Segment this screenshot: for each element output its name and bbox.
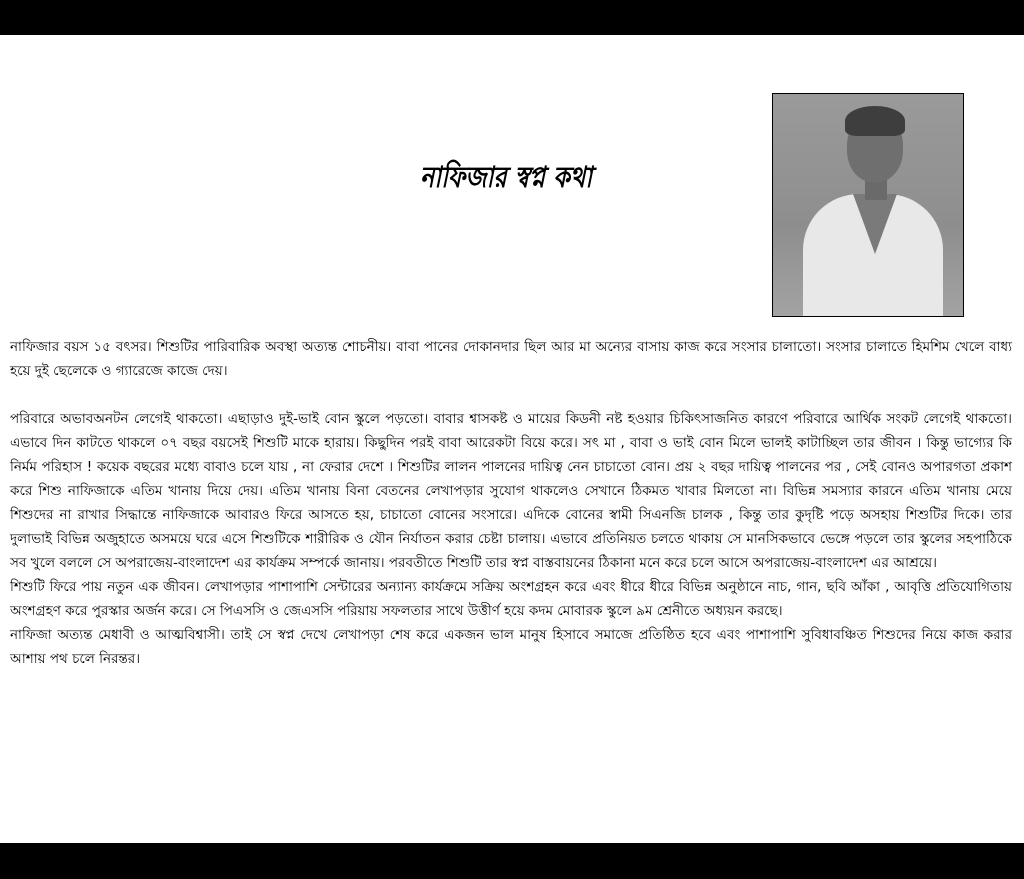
photo-figure-hair (845, 106, 905, 136)
paragraph-spacer (10, 383, 1012, 407)
paragraph-1: নাফিজার বয়স ১৫ বৎসর। শিশুটির পারিবারিক অবস্থা অত্যন্ত শোচনীয়। বাবা পানের দোকানদার ছিল আর মা অন্যের বাসায় কাজ করে সংসার চালাতো। সংসার চালাতে হিমশিম খেলে বাধ্য হয়ে দুই ছেলেকে ও গ্যারেজে কাজে দেয়। (10, 339, 1012, 379)
paragraph-2: পরিবারে অভাবঅনটন লেগেই থাকতো। এছাড়াও দুই-ভাই বোন স্কুলে পড়তো। বাবার শ্বাসকষ্ট ও মায়ের কিডনী নষ্ট হওয়ার চিকিৎসাজনিত কারণে পরিবারে আর্থিক সংকট লেগেই থাকতো। এভাবে দিন কাটতে থাকলে ০৭ বছর বয়সেই শিশুটি মাকে হারায়। কিছুদিন পরই বাবা আরেকটা বিয়ে করে। সৎ মা , বাবা ও ভাই বোন মিলে ভালই কাটাচ্ছিল তার জীবন । কিন্তু ভাগ্যের কি নির্মম পরিহাস ! কয়েক বছরের মধ্যে বাবাও চলে যায় , না ফেরার দেশে । শিশুটির লালন পালনের দায়িত্ব নেন চাচাতো বোন। প্রয় ২ বছর দায়িত্ব পালনের পর , সেই বোনও অপারগতা প্রকাশ করে শিশু নাফিজাকে এতিম খানায় দিয়ে দেয়। এতিম খানায় বিনা বেতনের লেখাপড়ার সুযোগ থাকলেও সেখানে ঠিকমত খাবার মিলতো না। বিভিন্ন সমস্যার কারনে এতিম খানায় মেয়ে শিশুদের না রাখার সিদ্ধান্তে নাফিজাকে আবারও ফিরে আসতে হয়, চাচাতো বোনের সংসারে। এদিকে বোনের স্বামী সিএনজি চালক , কিন্তু তার কুদৃষ্টি পড়ে অসহায় শিশুটির দিকে। তার দুলাভাই বিভিন্ন অজুহাতে অসময়ে ঘরে এসে শিশুটিকে শারীরিক ও যৌন নির্যাতন করার চেষ্টা চালায়। এভাবে প্রতিনিয়ত চলতে থাকায় সে মানসিকভাবে ভেঙ্গে পড়লে তার স্কুলের সহপাঠিকে সব খুলে বললে সে অপরাজেয়-বাংলাদেশ এর কার্যক্রম সম্পর্কে জানায়। পরবতীতে শিশুটি তার স্বপ্ন বাস্তবায়নের ঠিকানা মনে করে চলে আসে অপরাজেয়-বাংলাদেশ এর আশ্রয়ে। (10, 411, 1012, 571)
document-title: নাফিজার স্বপ্ন কথা (420, 160, 593, 194)
paragraph-3: শিশুটি ফিরে পায় নতুন এক জীবন। লেখাপড়ার পাশাপাশি সেন্টারের অন্যান্য কার্যক্রমে সক্রিয় অংশগ্রহন করে এবং ধীরে ধীরে বিভিন্ন অনুষ্ঠানে নাচ, গান, ছবি আঁকা , আবৃত্তি প্রতিযোগিতায় অংশগ্রহণ করে পুরস্কার অর্জন করে। সে পিএসসি ও জেএসসি পরিয়ায় সফলতার সাথে উত্তীর্ণ হয়ে কদম মোবারক স্কুলে ৯ম শ্রেনীতে অধ্যয়ন করছে। (10, 579, 1012, 619)
document-page (0, 35, 1024, 843)
story-body (10, 335, 1012, 671)
portrait-photo (772, 93, 964, 317)
paragraph-4: নাফিজা অত্যন্ত মেধাবী ও আত্মবিশ্বাসী। তাই সে স্বপ্ন দেখে লেখাপড়া শেষ করে একজন ভাল মানুষ হিসাবে সমাজে প্রতিষ্ঠিত হবে এবং পাশাপাশি সুবিধাবঞ্চিত শিশুদের নিয়ে কাজ করার আশায় পথ চলে নিরন্তর। (10, 627, 1012, 667)
